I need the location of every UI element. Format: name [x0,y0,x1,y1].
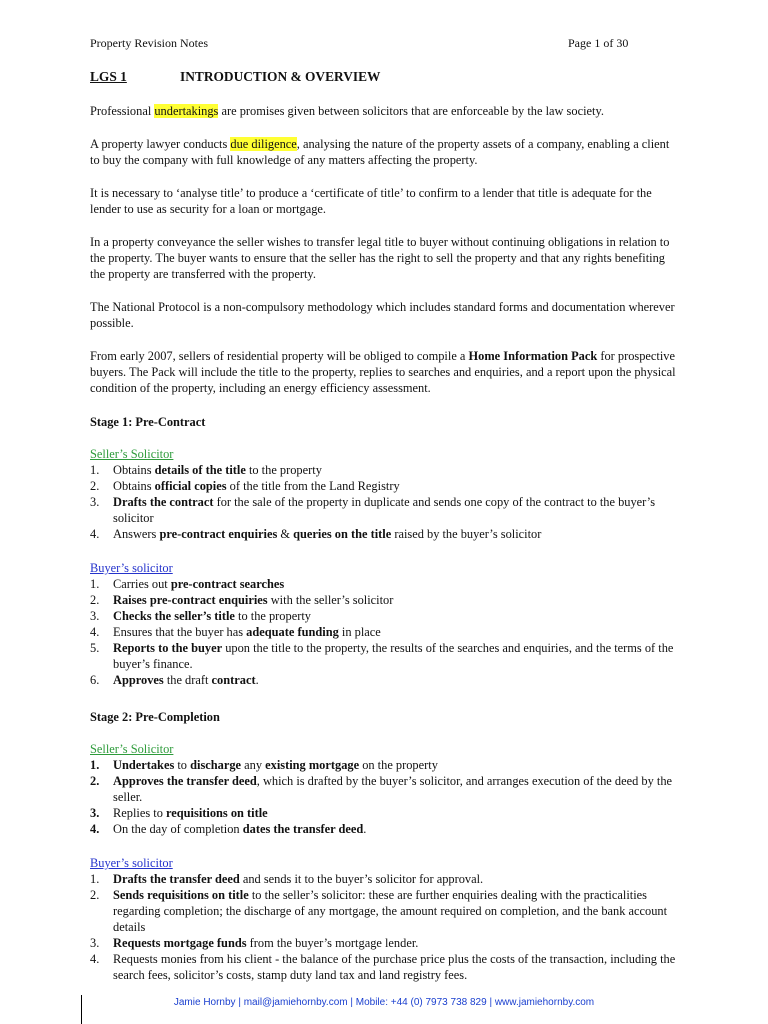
paragraph-conveyance: In a property conveyance the seller wishes to transfer legal title to buyer without continuing obligations in relation to the property. The buyer wants to ensure that the seller has the right to sell the property and that any rights benefiting the property are transferred with the property. [90,235,670,281]
list-item: 3. Requests mortgage funds from the buyer’s mortgage lender. [90,936,419,950]
list-item: 2. Sends requisitions on title to the seller’s solicitor: these are further enquiries dealing with the practicalities regarding completion; the discharge of any mortgage, the amount required on completion, and the bank account details [90,888,668,934]
list-item: 4. On the day of completion dates the transfer deed. [90,822,367,836]
page-number: Page 1 of 30 [568,36,629,50]
stage-2-title: Stage 2: Pre-Completion [90,710,220,724]
buyer-solicitor-link[interactable]: Buyer’s solicitor [90,856,173,870]
highlight-due-diligence: due diligence [230,137,297,151]
list-item: 2. Obtains official copies of the title from the Land Registry [90,479,400,493]
section-title: INTRODUCTION & OVERVIEW [180,69,381,84]
stage-2-buyer-list [90,871,682,983]
list-item: 2. Approves the transfer deed, which is drafted by the buyer’s solicitor, and arranges execution of the deed by the seller. [90,774,673,804]
stage-2-buyer-heading[interactable] [90,855,682,871]
list-item: 4. Requests monies from his client - the balance of the purchase price plus the costs of the transaction, including the search fees, solicitor’s costs, stamp duty land tax and land registry fees. [90,952,676,982]
stage-1-buyer-heading[interactable] [90,560,682,576]
stage-1-seller-list [90,462,682,542]
paragraph-national-protocol: The National Protocol is a non-compulsory methodology which includes standard forms and documentation wherever possible. [90,300,675,330]
list-item: 5. Reports to the buyer upon the title to the property, the results of the searches and enquiries, and the terms of the buyer’s finance. [90,641,674,671]
list-item: 4. Ensures that the buyer has adequate funding in place [90,625,381,639]
section-heading [90,69,380,85]
paragraph-undertakings: Professional undertakings are promises given between solicitors that are enforceable by the law society. [90,104,604,118]
document-title: Property Revision Notes [90,36,208,50]
section-code: LGS 1 [90,69,127,84]
stage-2-seller-list [90,757,682,837]
seller-solicitor-link[interactable]: Seller’s Solicitor [90,447,174,461]
list-item: 1. Drafts the transfer deed and sends it to the buyer’s solicitor for approval. [90,872,484,886]
paragraph-due-diligence: A property lawyer conducts due diligence, analysing the nature of the property assets of a company, enabling a client to buy the company with full knowledge of any matters affecting the property. [90,137,670,167]
list-item: 6. Approves the draft contract. [90,673,259,687]
buyer-solicitor-link[interactable]: Buyer’s solicitor [90,561,173,575]
stage-2-seller-heading[interactable] [90,741,682,757]
list-item: 3. Checks the seller’s title to the property [90,609,311,623]
list-item: 1. Undertakes to discharge any existing mortgage on the property [90,758,438,772]
footer-contact[interactable]: Jamie Hornby | mail@jamiehornby.com | Mobile: +44 (0) 7973 738 829 | www.jamiehornby.com [173,997,595,1008]
list-item: 3. Replies to requisitions on title [90,806,268,820]
paragraph-analyse-title: It is necessary to ‘analyse title’ to produce a ‘certificate of title’ to confirm to a lender that title is adequate for the lender to use as security for a loan or mortgage. [90,186,652,216]
stage-1-buyer-list [90,576,682,688]
seller-solicitor-link[interactable]: Seller’s Solicitor [90,742,174,756]
list-item: 2. Raises pre-contract enquiries with the seller’s solicitor [90,593,394,607]
list-item: 1. Carries out pre-contract searches [90,577,285,591]
stage-1-title: Stage 1: Pre-Contract [90,415,206,429]
highlight-undertakings: undertakings [154,104,219,118]
stage-1-seller-heading[interactable] [90,446,682,462]
paragraph-home-information-pack: From early 2007, sellers of residential property will be obliged to compile a Home Information Pack for prospective buyers. The Pack will include the title to the property, replies to searches and enquiries, and a report upon the physical condition of the property, including an energy efficiency assessment. [90,349,676,395]
list-item: 3. Drafts the contract for the sale of the property in duplicate and sends one copy of the contract to the buyer’s solicitor [90,495,656,525]
list-item: 4. Answers pre-contract enquiries & queries on the title raised by the buyer’s solicitor [90,527,542,541]
list-item: 1. Obtains details of the title to the property [90,463,322,477]
